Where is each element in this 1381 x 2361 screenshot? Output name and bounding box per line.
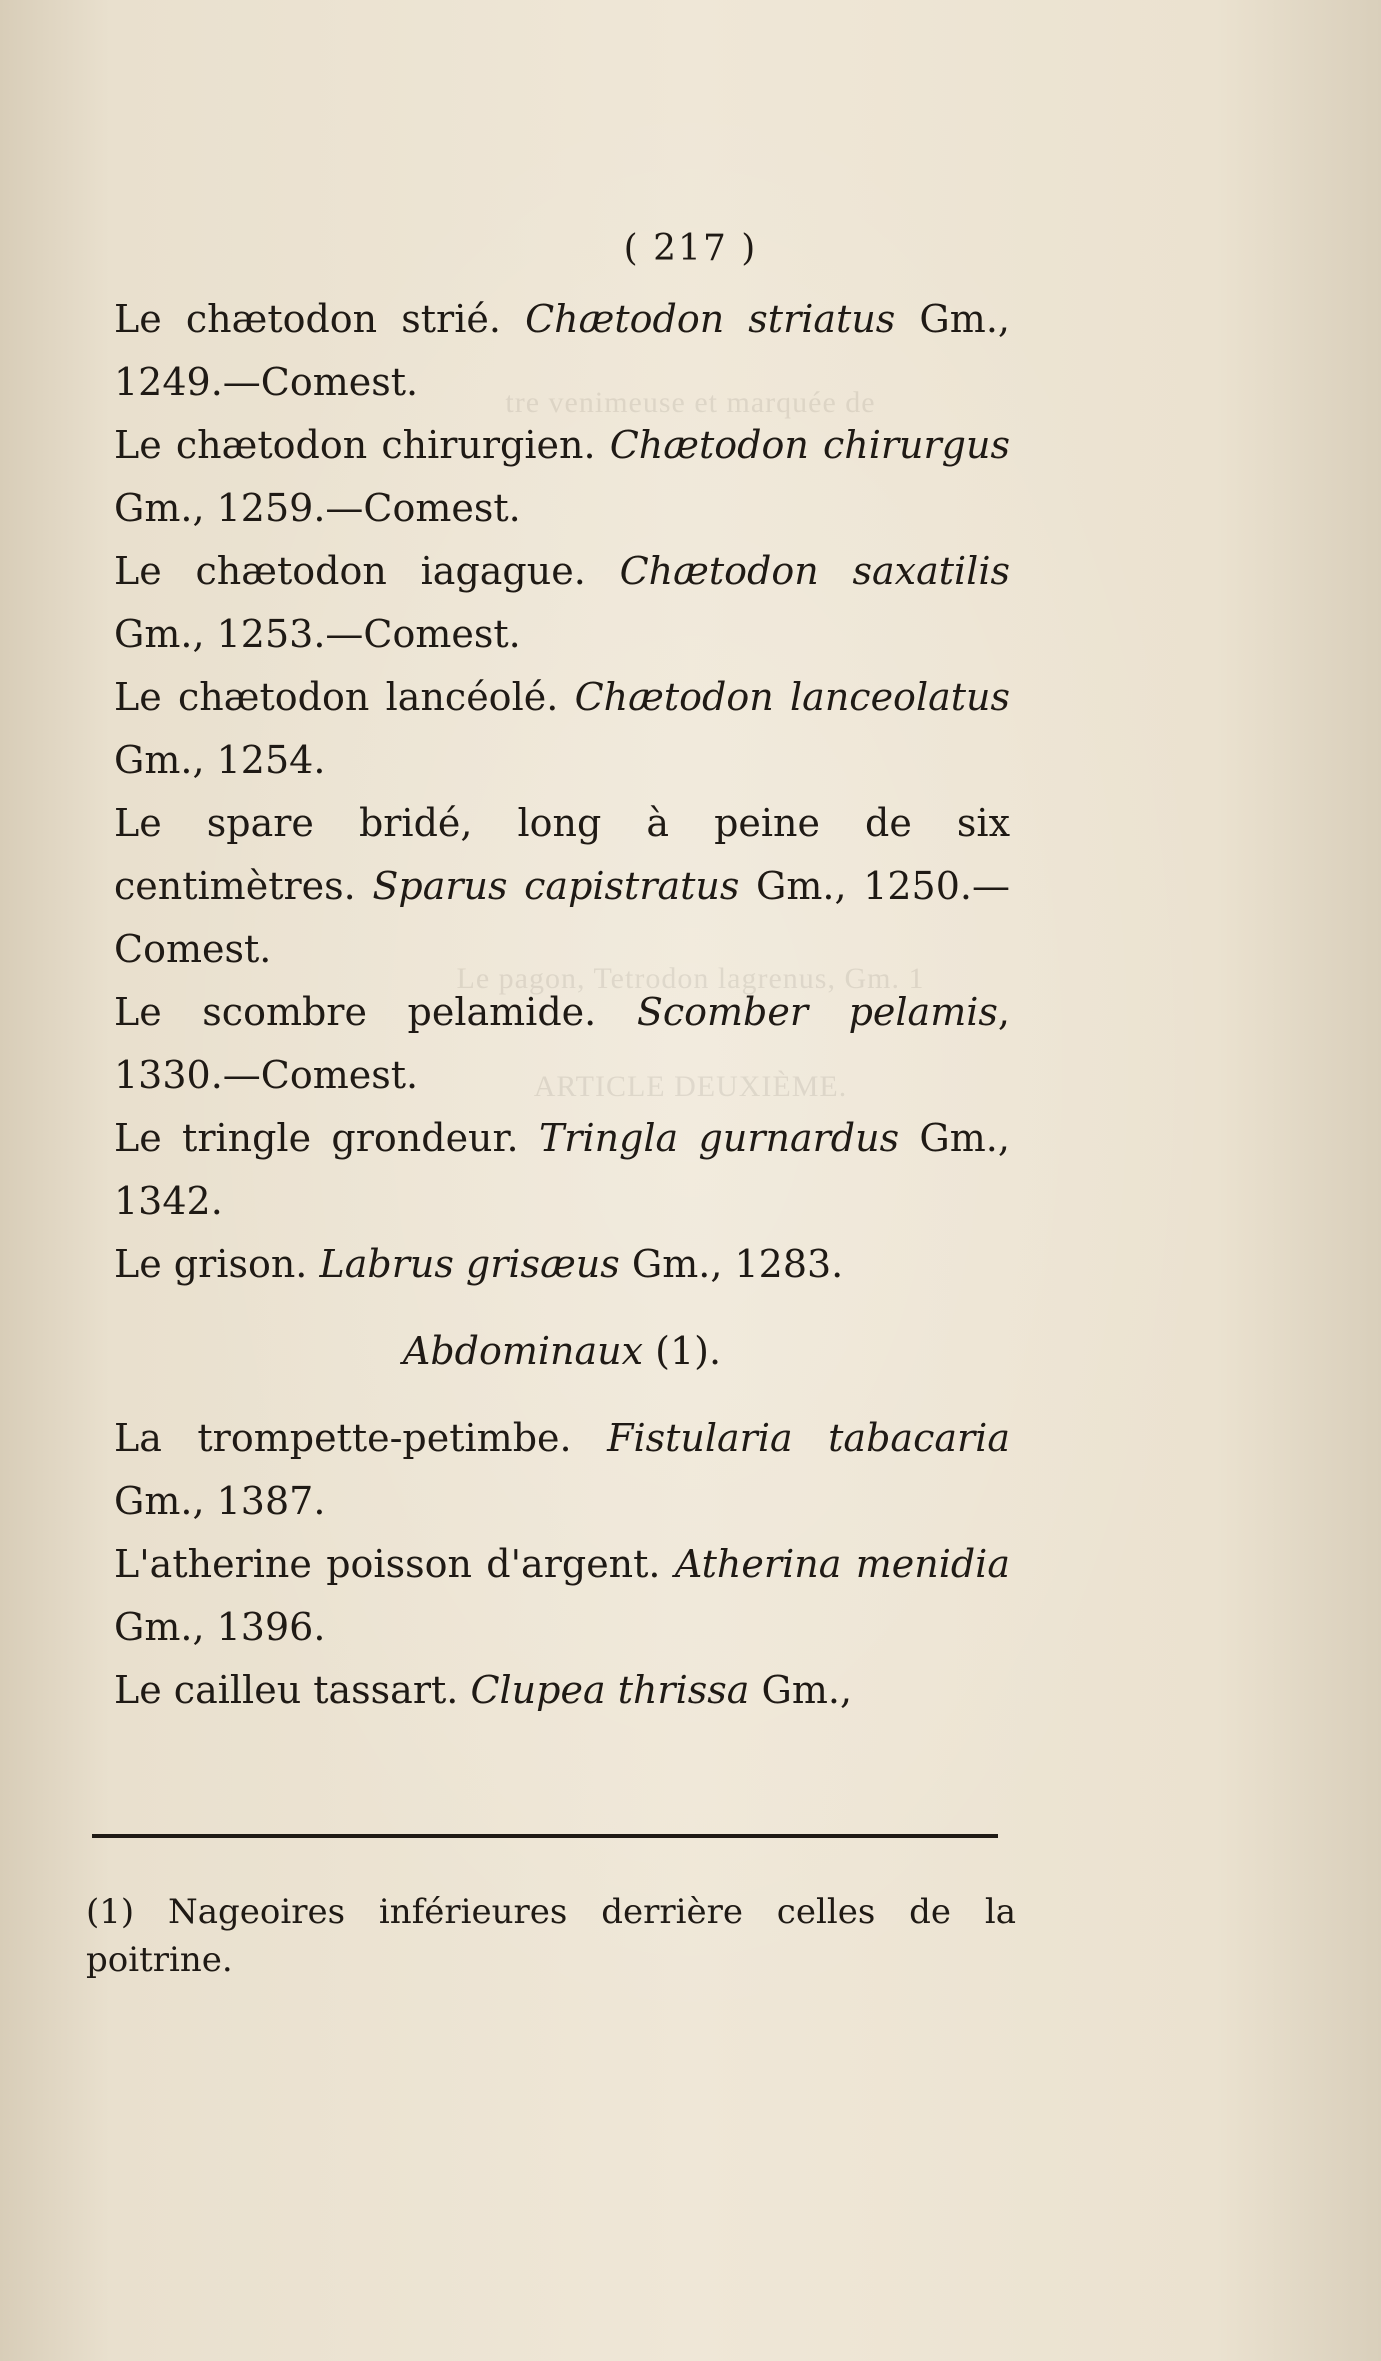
- species-entry: [114, 981, 1010, 1107]
- french-name: Le chætodon iagague.: [114, 549, 586, 593]
- french-name: Le chætodon chirurgien.: [114, 423, 596, 467]
- species-entry: [114, 288, 1010, 414]
- show-through-text-1: tre venimeuse et marquée de: [505, 386, 876, 419]
- latin-name: Sparus capistratus: [372, 864, 740, 908]
- page-number: ( 217 ): [623, 228, 758, 269]
- french-name: Le tringle grondeur.: [114, 1116, 519, 1160]
- gmelin-reference: Gm., 1387.: [114, 1479, 326, 1523]
- french-name: La trompette-petimbe.: [114, 1416, 572, 1460]
- gmelin-reference: , 1330.—Comest.: [114, 990, 1010, 1097]
- show-through-text-2: Le pagon, Tetrodon lagrenus, Gm. 1: [456, 962, 925, 995]
- gmelin-reference: Gm., 1283.: [619, 1242, 844, 1286]
- species-entry: [114, 1659, 1010, 1722]
- footnote-reference: (1).: [643, 1329, 722, 1373]
- latin-name: Chætodon saxatilis: [619, 549, 1010, 593]
- species-entry: [114, 792, 1010, 981]
- show-through-text-3: ARTICLE DEUXIÈME.: [533, 1070, 848, 1103]
- latin-name: Tringla gurnardus: [538, 1116, 900, 1160]
- species-entry: [114, 1407, 1010, 1533]
- species-entry: [114, 1233, 1010, 1296]
- species-entry: [114, 1107, 1010, 1233]
- gmelin-reference: Gm., 1253.—Comest.: [114, 612, 521, 656]
- species-entry: [114, 1533, 1010, 1659]
- footnote-rule: [92, 1834, 998, 1838]
- latin-name: Labrus grisæus: [319, 1242, 620, 1286]
- latin-name: Fistularia tabacaria: [607, 1416, 1010, 1460]
- latin-name: Clupea thrissa: [470, 1668, 750, 1712]
- gmelin-reference: Gm., 1259.—Comest.: [114, 486, 521, 530]
- french-name: Le scombre pelamide.: [114, 990, 597, 1034]
- footnote-marker: (1): [86, 1892, 135, 1932]
- gmelin-reference: Gm., 1249.—Comest.: [114, 297, 1010, 404]
- species-entry: [114, 666, 1010, 792]
- section-heading-text: Abdominaux: [402, 1329, 644, 1373]
- section-heading-abdominaux: [114, 1320, 1010, 1383]
- page-body: [114, 288, 1010, 1722]
- french-name: Le chætodon strié.: [114, 297, 501, 341]
- species-entry: [114, 414, 1010, 540]
- french-name: L'atherine poisson d'argent.: [114, 1542, 661, 1586]
- footnote: [86, 1888, 1016, 1984]
- latin-name: Chætodon striatus: [525, 297, 896, 341]
- gmelin-reference: Gm., 1342.: [114, 1116, 1010, 1223]
- latin-name: Scomber pelamis: [636, 990, 998, 1034]
- french-name: Le chætodon lancéolé.: [114, 675, 559, 719]
- gmelin-reference: Gm., 1254.: [114, 738, 326, 782]
- french-name: Le grison.: [114, 1242, 308, 1286]
- french-name: Le spare bridé, long à peine de six centimètres.: [114, 801, 1010, 908]
- latin-name: Chætodon chirurgus: [609, 423, 1010, 467]
- latin-name: Atherina menidia: [674, 1542, 1010, 1586]
- gmelin-reference: Gm., 1396.: [114, 1605, 326, 1649]
- species-entry: [114, 540, 1010, 666]
- gmelin-reference: Gm., 1250.—Comest.: [114, 864, 1010, 971]
- french-name: Le cailleu tassart.: [114, 1668, 459, 1712]
- footnote-text: Nageoires inférieures derrière celles de la poitrine.: [86, 1892, 1016, 1980]
- gmelin-reference: Gm.,: [749, 1668, 853, 1712]
- latin-name: Chætodon lanceolatus: [574, 675, 1010, 719]
